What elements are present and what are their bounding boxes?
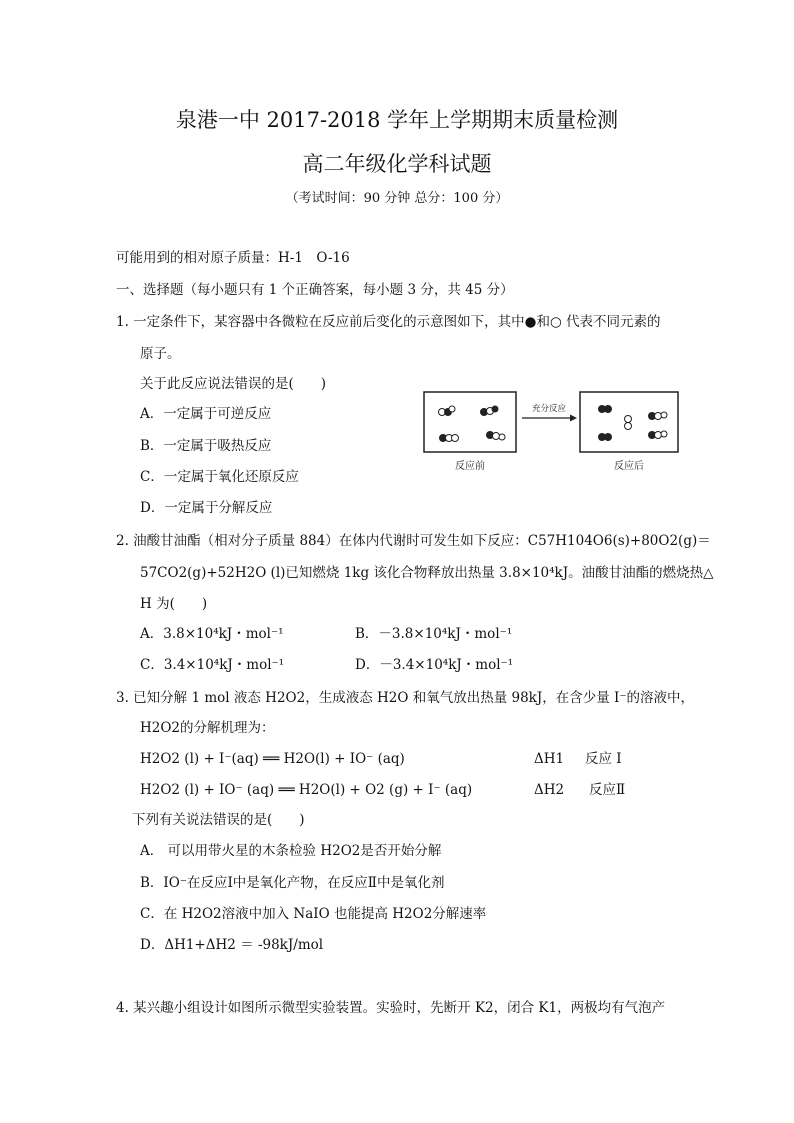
q3-equation-2: H2O2 (l) + IO⁻ (aq) ══ H2O(l) + O2 (g) + I⁻ (aq) [140, 782, 473, 798]
page-subtitle: 高二年级化学科试题 [302, 152, 492, 176]
after-label: 反应后 [614, 461, 644, 472]
atomic-masses: 可能用到的相对原子质量：H-1 O-16 [116, 250, 350, 266]
section-heading: 一、选择题（每小题只有 1 个正确答案，每小题 3 分，共 45 分） [116, 282, 514, 298]
q2-line1 [116, 532, 711, 550]
q3-option-a: A． 可以用带火星的木条检验 H2O2是否开始分解 [140, 843, 442, 859]
q3-option-d: D．ΔH1+ΔH2 ＝ -98kJ/mol [140, 937, 324, 953]
page-title: 泉港一中 2017-2018 学年上学期期末质量检测 [175, 108, 619, 132]
q3-dh1: ΔH1 [534, 751, 565, 767]
reaction-diagram [418, 386, 686, 476]
q3-line2: H2O2的分解机理为： [140, 720, 275, 736]
q1-option-c: C．一定属于氧化还原反应 [140, 469, 299, 485]
before-box [424, 392, 516, 452]
q1-line1: 1. 一定条件下，某容器中各微粒在反应前后变化的示意图如下，其中●和○ 代表不同元素的 [116, 314, 661, 330]
q3-dh2: ΔH2 [534, 782, 565, 798]
q2-option-d: D．－3.4×10⁴kJ・mol⁻¹ [355, 657, 514, 673]
q4-line1: 4. 某兴趣小组设计如图所示微型实验装置。实验时，先断开 K2，闭合 K1，两极均有气泡产 [116, 1000, 666, 1016]
q3-option-b: B．IO⁻在反应Ⅰ中是氧化产物，在反应Ⅱ中是氧化剂 [140, 875, 445, 891]
q1-option-a: A．一定属于可逆反应 [140, 406, 272, 422]
q3-reaction-2: 反应Ⅱ [589, 782, 626, 798]
q2-option-c: C．3.4×10⁴kJ・mol⁻¹ [140, 657, 285, 673]
q3-stem: 下列有关说法错误的是( ) [132, 812, 305, 828]
q3-equation-1: H2O2 (l) + I⁻(aq) ══ H2O(l) + IO⁻ (aq) [140, 751, 405, 767]
q2-line3: H 为( ) [140, 596, 208, 612]
q3-option-c: C．在 H2O2溶液中加入 NaIO 也能提高 H2O2分解速率 [140, 906, 487, 922]
q1-stem: 关于此反应说法错误的是( ) [140, 376, 327, 392]
before-label: 反应前 [455, 461, 485, 472]
q1-line2: 原子。 [140, 346, 181, 362]
exam-info: （考试时间：90 分钟 总分：100 分） [285, 191, 509, 206]
q1-option-d: D．一定属于分解反应 [140, 500, 273, 516]
q3-line1: 3. 已知分解 1 mol 液态 H2O2，生成液态 H2O 和氧气放出热量 98kJ，在含少量 I⁻的溶液中， [116, 690, 695, 706]
q1-option-b: B．一定属于吸热反应 [140, 438, 272, 454]
q2-line2: 57CO2(g)+52H2O (l)已知燃烧 1kg 该化合物释放出热量 3.8×10⁴kJ。油酸甘油酯的燃烧热△ [140, 565, 714, 581]
q2-line1-text: 2. 油酸甘油酯（相对分子质量 884）在体内代谢时可发生如下反应： [116, 533, 528, 549]
arrow-label: 充分反应 [531, 404, 567, 414]
q2-option-b: B．－3.8×10⁴kJ・mol⁻¹ [355, 626, 513, 642]
q2-equation-start: C57H104O6(s)+80O2(g)＝ [527, 533, 711, 549]
arrow-head [570, 415, 577, 422]
q3-reaction-1: 反应 Ⅰ [585, 751, 622, 767]
q2-option-a: A．3.8×10⁴kJ・mol⁻¹ [140, 626, 284, 642]
